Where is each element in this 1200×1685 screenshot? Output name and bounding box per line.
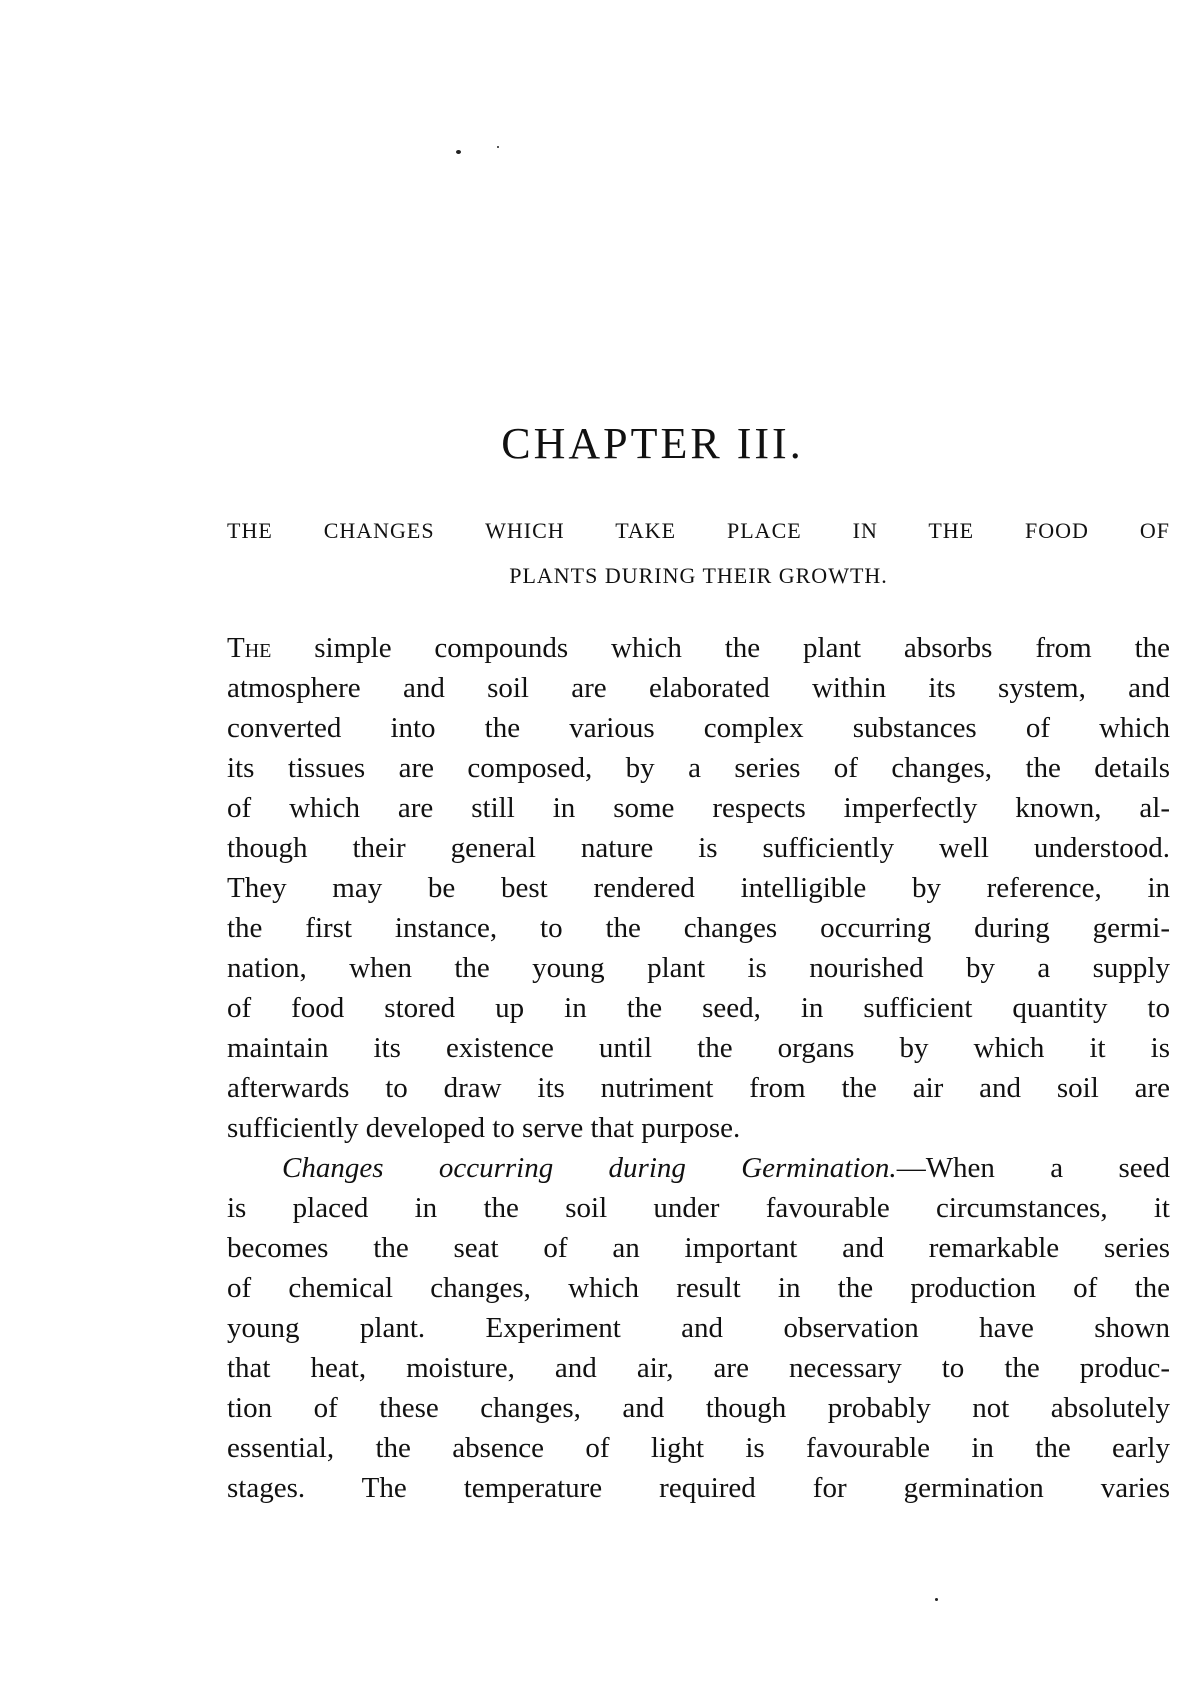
- text-line: stages. The temperature required for germination varies: [227, 1472, 1170, 1504]
- text-line: tion of these changes, and though probably not absolutely: [227, 1392, 1170, 1424]
- dropword: The: [227, 632, 272, 664]
- text-line: of chemical changes, which result in the production of the: [227, 1272, 1170, 1304]
- text-line: the first instance, to the changes occurring during germi-: [227, 912, 1170, 944]
- text-line-content: —When a seed: [896, 1152, 1170, 1184]
- body-text: [227, 628, 1170, 1508]
- text-line: nation, when the young plant is nourished by a supply: [227, 952, 1170, 984]
- text-line: atmosphere and soil are elaborated within its system, and: [227, 672, 1170, 704]
- text-line: essential, the absence of light is favourable in the early: [227, 1432, 1170, 1464]
- text-line: sufficiently developed to serve that purpose.: [227, 1112, 741, 1144]
- text-line: maintain its existence until the organs by which it is: [227, 1032, 1170, 1064]
- text-line: [227, 628, 1170, 668]
- text-line: converted into the various complex substances of which: [227, 712, 1170, 744]
- text-line: of which are still in some respects imperfectly known, al-: [227, 792, 1170, 824]
- text-line: is placed in the soil under favourable circumstances, it: [227, 1192, 1170, 1224]
- text-line: that heat, moisture, and air, are necessary to the produc-: [227, 1352, 1170, 1384]
- text-line: [227, 1148, 1170, 1188]
- text-line-content: simple compounds which the plant absorbs from the: [271, 632, 1170, 664]
- chapter-title: CHAPTER III.: [501, 419, 804, 468]
- text-line: afterwards to draw its nutriment from the air and soil are: [227, 1072, 1170, 1104]
- text-line: becomes the seat of an important and remarkable series: [227, 1232, 1170, 1264]
- section-heading: Changes occurring during Germination.: [282, 1152, 897, 1184]
- chapter-subtitle-line-1: THE CHANGES WHICH TAKE PLACE IN THE FOOD OF: [227, 518, 1170, 543]
- scan-speck: [456, 150, 461, 154]
- text-line: of food stored up in the seed, in sufficient quantity to: [227, 992, 1170, 1024]
- text-line: young plant. Experiment and observation have shown: [227, 1312, 1170, 1344]
- scan-speck: [497, 146, 499, 148]
- text-line: though their general nature is sufficiently well understood.: [227, 832, 1170, 864]
- scan-speck: [935, 1598, 938, 1601]
- chapter-subtitle-line-2: PLANTS DURING THEIR GROWTH.: [509, 563, 888, 588]
- text-line: They may be best rendered intelligible by reference, in: [227, 872, 1170, 904]
- text-line: its tissues are composed, by a series of changes, the details: [227, 752, 1170, 784]
